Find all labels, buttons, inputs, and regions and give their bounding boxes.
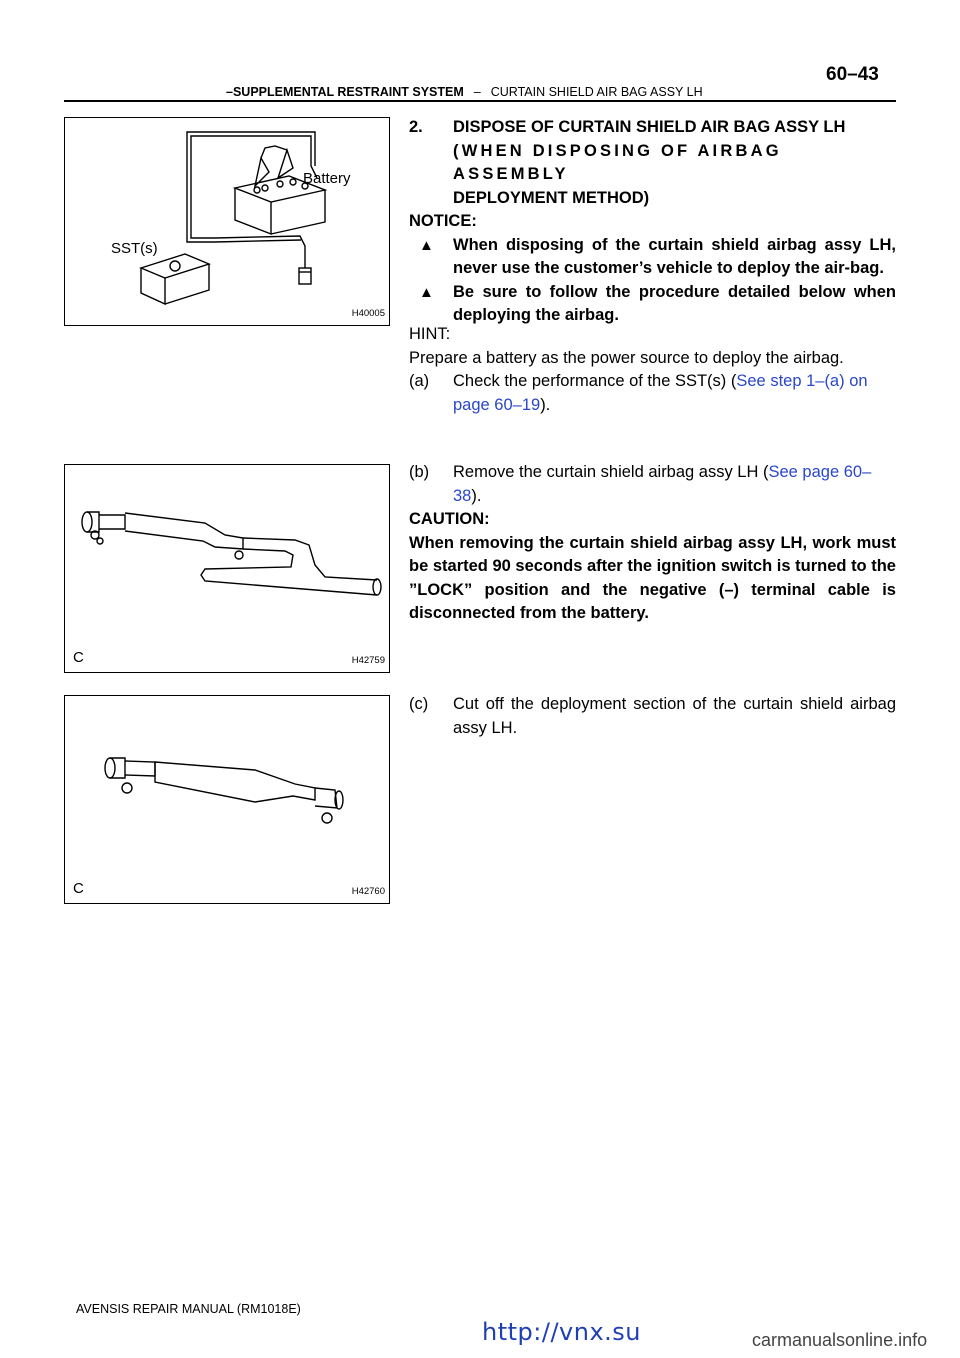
figure-cut-airbag	[64, 695, 390, 904]
header-rule	[64, 100, 896, 102]
battery-label: Battery	[303, 170, 351, 187]
header-separator: –	[473, 85, 481, 99]
step-2	[409, 116, 896, 328]
step-b-label: (b)	[409, 463, 430, 481]
step-c: (c) Cut off the deployment section of the curtain shield airbag assy LH.	[409, 695, 896, 737]
footer-manual-title: AVENSIS REPAIR MANUAL (RM1018E)	[76, 1302, 301, 1316]
hint-block	[409, 323, 896, 417]
caution-heading: CAUTION:	[409, 510, 490, 528]
step-2-title-line-2: (WHEN DISPOSING OF AIRBAG ASSEMBLY	[453, 141, 782, 183]
airbag-assy-drawing	[65, 465, 391, 674]
page-number: 60–43	[826, 64, 879, 85]
notice-item: ▲ When disposing of the curtain shield airbag assy LH, never use the customer’s vehicle to deploy the air-bag.	[419, 235, 896, 277]
step-a-label: (a)	[409, 372, 430, 390]
hint-heading: HINT:	[409, 325, 451, 343]
step-2-title-line-3: DEPLOYMENT METHOD)	[453, 188, 650, 207]
notice-item: ▲ Be sure to follow the procedure detailed below when deploying the airbag.	[419, 282, 896, 324]
watermark-link[interactable]: http://vnx.su	[482, 1318, 641, 1346]
step-2-title-line-1: DISPOSE OF CURTAIN SHIELD AIR BAG ASSY LH	[453, 118, 846, 136]
step-a: (a) Check the performance of the SST(s) (See step 1–(a) on page 60–19).	[409, 372, 868, 414]
figure-code: H40005	[351, 308, 385, 319]
page-header	[226, 85, 703, 99]
figure-corner-letter: C	[73, 649, 84, 666]
section-name: CURTAIN SHIELD AIR BAG ASSY LH	[490, 85, 703, 99]
step-c-block	[409, 693, 896, 740]
step-b-block	[409, 461, 896, 626]
sst-battery-drawing	[65, 118, 391, 327]
cut-airbag-drawing	[65, 696, 391, 905]
system-name: –SUPPLEMENTAL RESTRAINT SYSTEM	[226, 85, 464, 99]
step-a-link[interactable]: See step 1–(a) on page 60–19	[453, 372, 868, 414]
figure-code: H42759	[351, 655, 385, 666]
step-b: (b) Remove the curtain shield airbag assy LH (See page 60–38).	[409, 463, 872, 505]
triangle-bullet-icon: ▲	[419, 283, 434, 301]
step-b-link[interactable]: See page 60–38	[453, 463, 872, 505]
triangle-bullet-icon: ▲	[419, 236, 434, 254]
step-2-title	[409, 116, 896, 140]
step-2-number: 2.	[409, 118, 423, 136]
step-c-label: (c)	[409, 695, 429, 713]
site-watermark: carmanualsonline.info	[752, 1330, 928, 1350]
figure-corner-letter: C	[73, 880, 84, 897]
figure-sst-battery	[64, 117, 390, 326]
hint-text: Prepare a battery as the power source to deploy the airbag.	[409, 348, 844, 367]
figure-code: H42760	[351, 886, 385, 897]
notice-heading: NOTICE:	[409, 212, 477, 230]
figure-airbag-assy	[64, 464, 390, 673]
caution-text: When removing the curtain shield airbag assy LH, work must be started 90 seconds after the ignition switch is turned to the ”LOCK” position and the negative (–) terminal cable is disconnected from the battery.	[409, 533, 896, 622]
sst-label: SST(s)	[111, 240, 158, 257]
